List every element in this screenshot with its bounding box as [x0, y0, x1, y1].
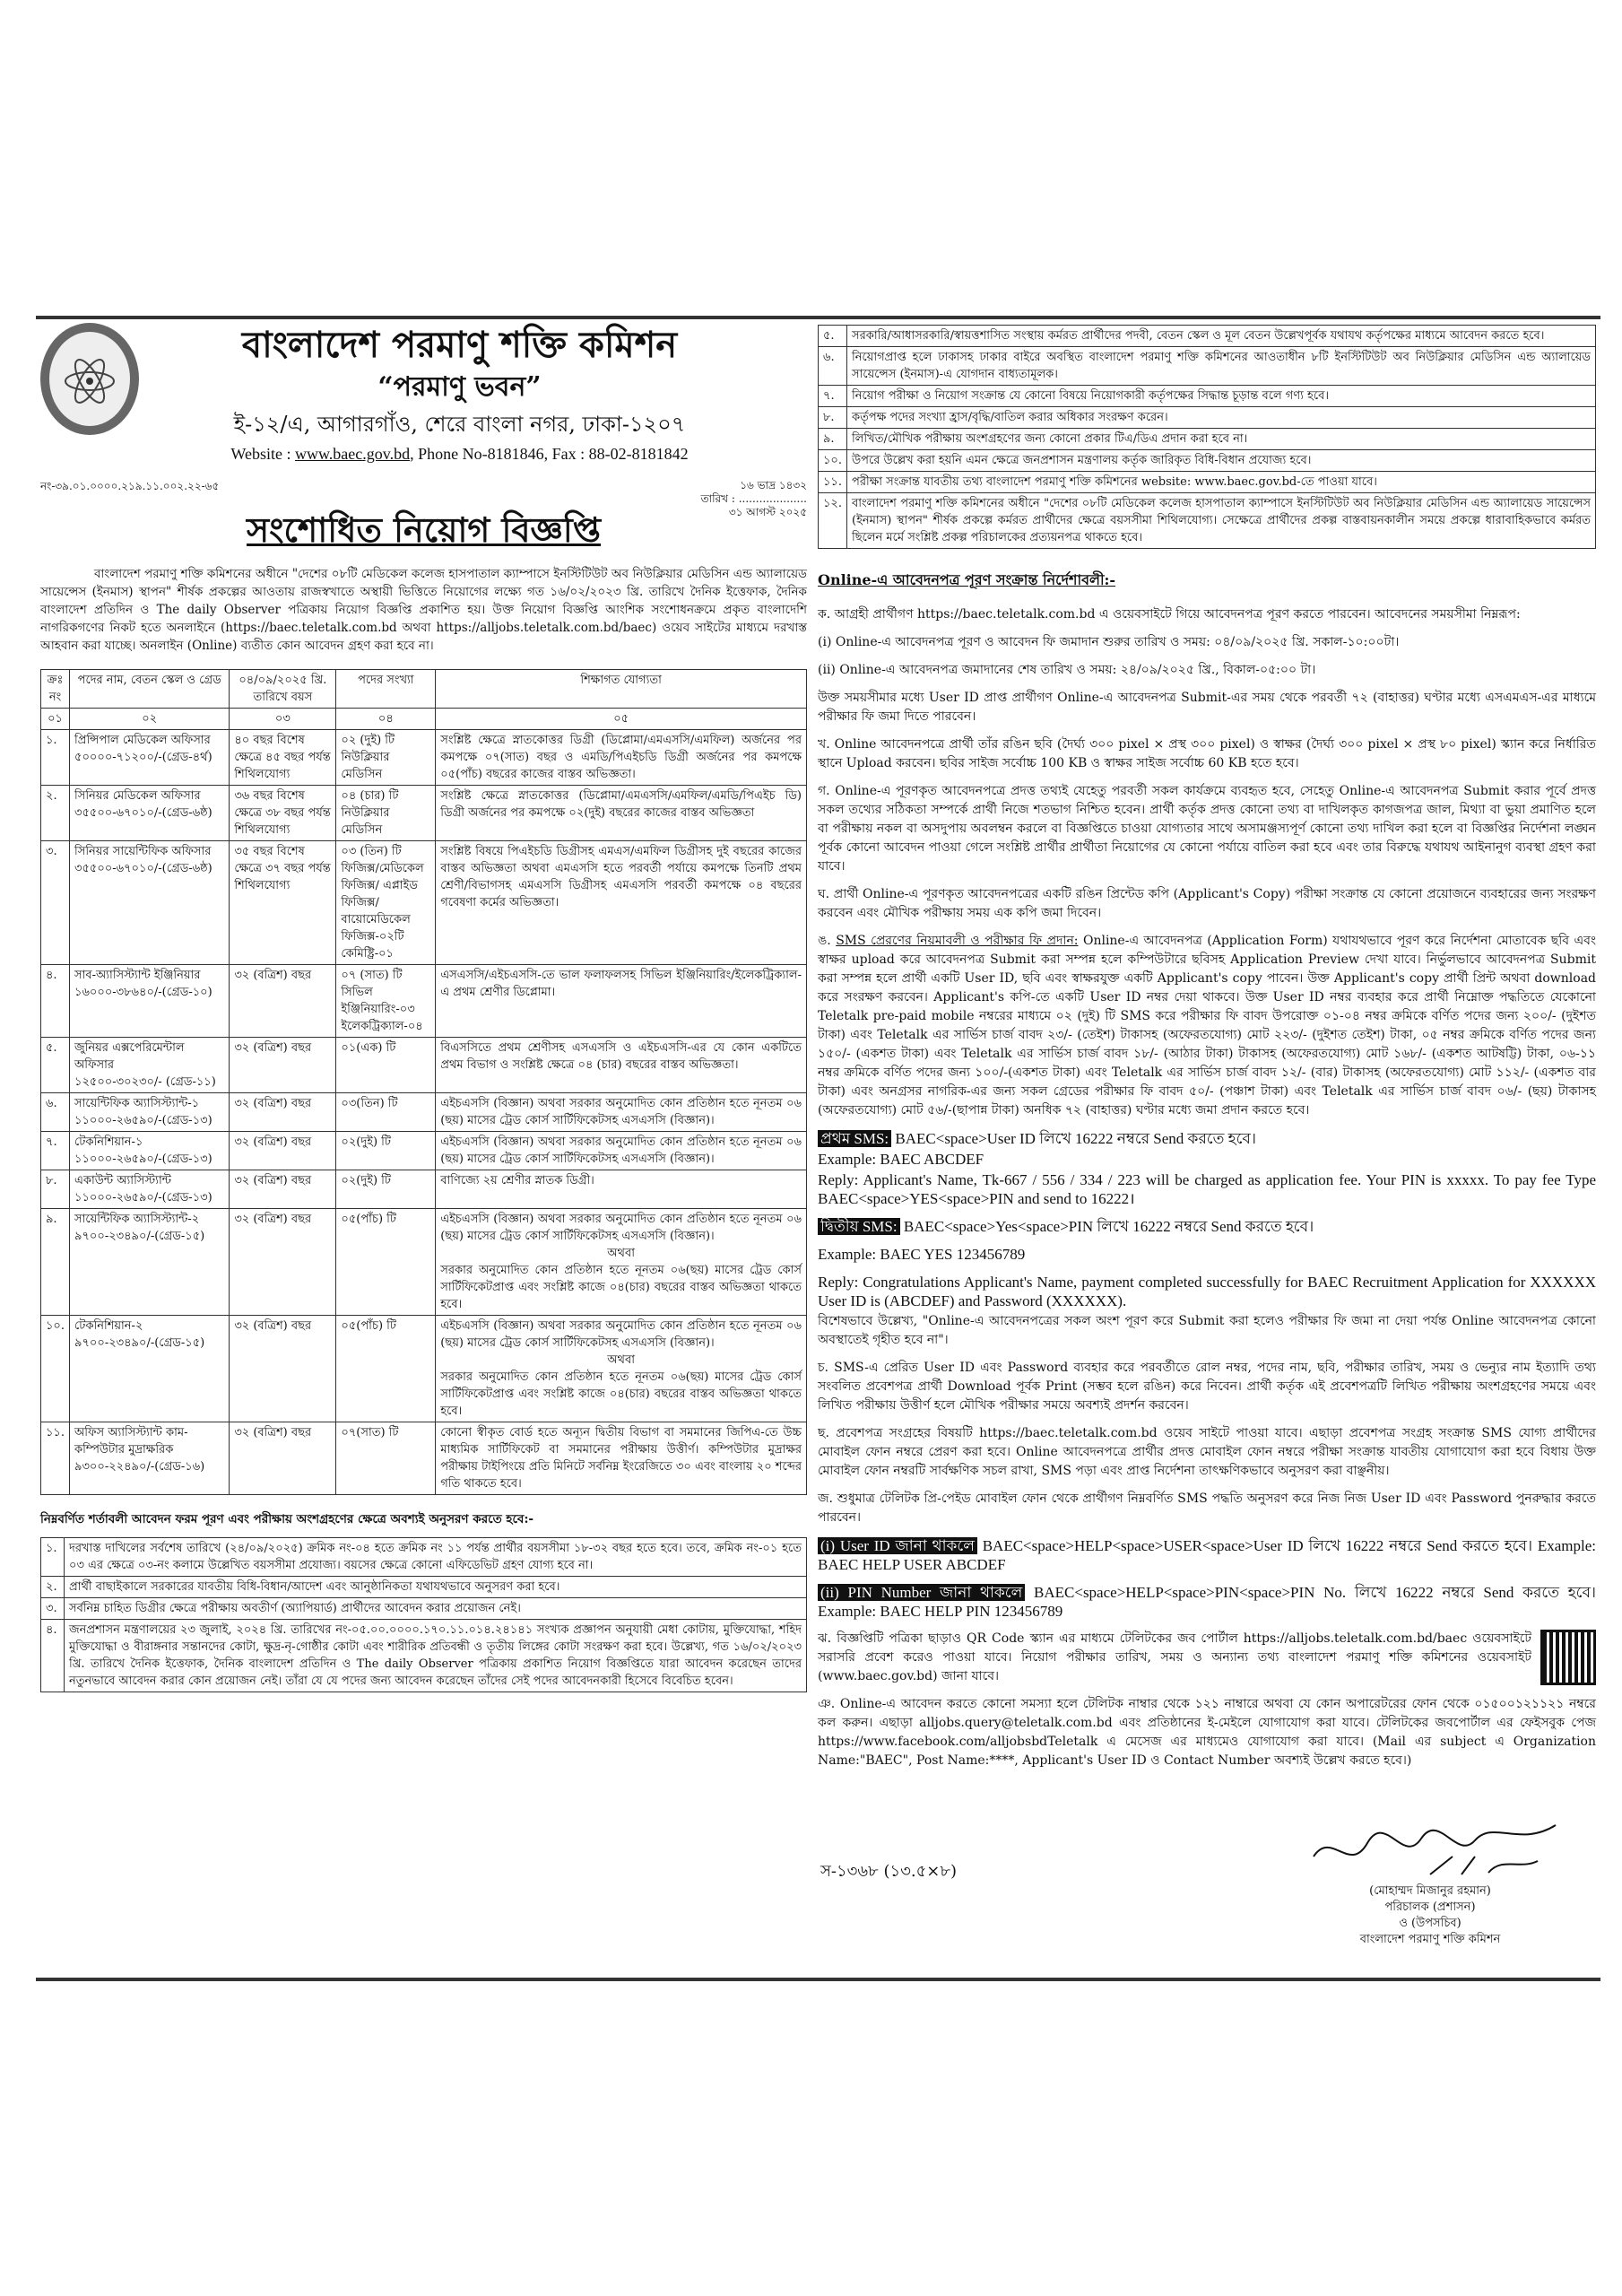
- condition-row: [819, 493, 1596, 549]
- qualification-cell: [436, 1316, 807, 1422]
- item-chha: ছ. প্রবেশপত্র সংগ্রহের বিষয়টি https://baec.teletalk.com.bd ওয়েব সাইটে পাওয়া যাবে। এছাড়া প্রবেশপত্র সংগ্রহ সংক্রান্ত SMS যোগ্য প্রার্থীদের মোবাইল ফোন নম্বরে প্রেরণ করা হবে। Online আবেদনপত্রে প্রার্থীর প্রদত্ত মোবাইল ফোন নম্বরে পরীক্ষা সংক্রান্ত যাবতীয় যোগাযোগ করা হবে বিধায় উক্ত মোবাইল ফোন নম্বরটি সার্বক্ষণিক সচল রাখা, SMS পড়া এবং প্রাপ্ত নির্দেশনা তাৎক্ষণিকভাবে অনুসরণ করা বাঞ্ছনীয়।: [818, 1426, 1596, 1478]
- building-name: “পরমাণু ভবন”: [377, 371, 542, 403]
- item-uma: [818, 932, 1596, 1120]
- online-heading: Online-এ আবেদনপত্র পূরণ সংক্রান্ত নির্দেশাবলী:-: [818, 571, 1116, 588]
- column-header: ০৪/০৯/২০২৫ খ্রি. তারিখে বয়স: [230, 670, 336, 709]
- qualification: এসএসসি/এইচএসসি-তে ভাল ফলাফলসহ সিভিল ইঞ্জিনিয়ারিং/ইলেকট্রিক্যাল-এ প্রথম শ্রেণীর ডিপ্লোমা।: [440, 969, 802, 999]
- post-name: অফিস অ্যাসিস্ট্যান্ট কাম-কম্পিউটার মুদ্রাক্ষরিক: [74, 1426, 188, 1457]
- sms2-label: দ্বিতীয় SMS:: [818, 1218, 900, 1235]
- signatory-designation: পরিচালক (প্রশাসন): [1384, 1900, 1476, 1914]
- post-name: প্রিন্সিপাল মেডিকেল অফিসার: [74, 734, 211, 747]
- condition-number: ৩.: [41, 1598, 65, 1620]
- column-number: ০১: [41, 709, 70, 730]
- phone-fax: , Phone No-8181846, Fax : 88-02-8181842: [410, 445, 689, 463]
- post-count: ০২(দুই) টি: [341, 1174, 391, 1187]
- user-id-instruction: BAEC<space>HELP<space>USER<space>User ID লিখে 16222 নম্বরে Send করতে হবে। Example: BAEC HELP USER ABCDEF: [818, 1537, 1596, 1573]
- table-row: [41, 1038, 807, 1093]
- qualification: বাণিজ্যে ২য় শ্রেণীর স্নাতক ডিগ্রী।: [440, 1174, 594, 1187]
- post-name: সায়েন্টিফিক অ্যাসিস্ট্যান্ট-২: [74, 1213, 200, 1226]
- post-cell: [70, 1132, 230, 1170]
- address: ই-১২/এ, আগারগাঁও, শেরে বাংলা নগর, ঢাকা-১২০৭: [233, 412, 686, 437]
- date-english: ৩১ আগস্ট ২০২৫: [728, 506, 807, 518]
- post-count: ০৫(পাঁচ) টি: [341, 1319, 396, 1333]
- qr-code-icon[interactable]: [1540, 1630, 1596, 1685]
- condition-number: ৫.: [819, 326, 847, 347]
- memo-row: [40, 479, 807, 518]
- post-count-cell: [336, 1209, 436, 1316]
- serial-number: ৩.: [41, 841, 70, 965]
- contact-line: [112, 441, 807, 466]
- post-field: নিউক্লিয়ার মেডিসিন: [341, 806, 390, 837]
- qualification: সংশ্লিষ্ট ক্ষেত্রে স্নাতকোত্তর (ডিপ্লোমা/এমএসসি/এমফিল/এমডি/পিএইচ ডি) ডিগ্রী অর্জনের পর কমপক্ষে ০২(দুই) বছরের কাজের বাস্তব অভিজ্ঞতা: [440, 789, 802, 820]
- qualification-cell: [436, 786, 807, 841]
- item-ka-start: (i) Online-এ আবেদনপত্র পূরণ ও আবেদন ফি জমাদান শুরুর তারিখ ও সময়: ০৪/০৯/২০২৫ খ্রি. সকাল-১০:০০টা।: [818, 635, 1400, 649]
- column-number: ০৪: [336, 709, 436, 730]
- condition-row: [819, 429, 1596, 450]
- date-bangla: ১৬ ভাদ্র ১৪৩২: [740, 479, 807, 491]
- qualification-cell: [436, 1209, 807, 1316]
- post-cell: [70, 786, 230, 841]
- post-count-cell: [336, 1038, 436, 1093]
- age-limit: ৩৫ বছর বিশেষ ক্ষেত্রে ৩৭ বছর পর্যন্ত শিথিলযোগ্য: [230, 841, 336, 965]
- qualification-cell: [436, 1132, 807, 1170]
- table-row: [41, 1170, 807, 1209]
- sms1-example: Example: BAEC ABCDEF: [818, 1151, 984, 1168]
- post-field: নিউক্লিয়ার মেডিসিন: [341, 751, 390, 781]
- sms2-line: [818, 1217, 1596, 1236]
- item-gha: ঘ. প্রার্থী Online-এ পূরণকৃত আবেদনপত্রের একটি রঙিন প্রিন্টেড কপি (Applicant's Copy) পরীক্ষা সংক্রান্ত যে কোনো প্রয়োজনে ব্যবহারের জন্য সংরক্ষণ করবেন এবং মৌখিক পরীক্ষায় সময় এক কপি জমা দিবেন।: [818, 887, 1596, 920]
- pay-scale: ৩৫৫০০-৬৭০১০/-(গ্রেড-৬ষ্ঠ): [74, 806, 213, 820]
- pay-scale: ৯৩০০-২২৪৯০/-(গ্রেড-১৬): [74, 1460, 205, 1474]
- age-limit: ৩২ (বত্রিশ) বছর: [230, 1093, 336, 1132]
- pay-scale: ১১০০০-২৬৫৯০/-(গ্রেড-১৩): [74, 1191, 213, 1205]
- atom-icon: [63, 350, 117, 413]
- post-cell: [70, 730, 230, 786]
- condition-row: [819, 450, 1596, 472]
- table-row: [41, 786, 807, 841]
- serial-number: ৮.: [41, 1170, 70, 1209]
- pay-scale: ১৬০০০-৩৮৬৪০/-(গ্রেড-১০): [74, 986, 213, 999]
- item-ga: গ. Online-এ পূরণকৃত আবেদনপত্রে প্রদত্ত তথ্যই যেহেতু পরবর্তী সকল কার্যক্রমে ব্যবহৃত হবে, সেহেতু Online-এ আবেদনপত্র Submit করার পূর্বে প্রদত্ত সকল তথ্যের সঠিকতা সম্পর্কে প্রার্থী নিজে শতভাগ নিশ্চিত হবেন। প্রার্থী কর্তৃক প্রদত্ত কোনো তথ্য বা দাখিলকৃত কাগজপত্র জাল, মিথ্যা বা ভুয়া প্রমাণিত হলে বা পরীক্ষায় নকল বা অসদুপায় অবলম্বন করলে বা বিজ্ঞপ্তিতে চাওয়া যোগ্যতার সাথে অসামঞ্জস্যপূর্ণ কোনো তথ্য দাখিল করা হলে বা বিজ্ঞপ্তির নির্দেশনা লঙ্ঘন পূর্বক কোনো আবেদন পাওয়া গেলে সংশ্লিষ্ট প্রার্থীর প্রার্থীতা নিয়োগের যে কোনো পর্যায়ে বাতিল করা হবে এবং তার বিরুদ্ধে যথাযথ আইনানুগ ব্যবস্থা গ্রহণ করা যাবে।: [818, 784, 1596, 874]
- condition-text: বাংলাদেশ পরমাণু শক্তি কমিশনের অধীনে "দেশের ০৮টি মেডিকেল কলেজ হাসপাতাল ক্যাম্পাসে ইনস্টিটিউট অব নিউক্লিয়ার মেডিসিন এন্ড অ্যালায়েড সায়েন্সেস (ইনমাস) স্থাপন" শীর্ষক প্রকল্পে কর্মরত প্রার্থীদের ক্ষেত্রে বয়সসীমা শিথিলযোগ্য। সেক্ষেত্রে প্রার্থীদের প্রকল্প বাস্তবায়নকালীন সময়ে প্রকল্পে ধারাবাহিকভাবে কর্মরত ছিলেন মর্মে সংশ্লিষ্ট প্রকল্প পরিচালকের প্রত্যয়নপত্র থাকতে হবে।: [847, 493, 1596, 549]
- condition-number: ১১.: [819, 472, 847, 493]
- post-name: সাব-অ্যাসিস্ট্যান্ট ইঞ্জিনিয়ার: [74, 969, 201, 982]
- item-jha-text: ঝ. বিজ্ঞপ্তিটি পত্রিকা ছাড়াও QR Code স্ক্যান এর মাধ্যমে টেলিটকের জব পোর্টাল https://alljobs.teletalk.com.bd/baec ওয়েবসাইটে সরাসরি প্রবেশ করেও পাওয়া যাবে। নিয়োগ পরীক্ষার তারিখ, সময় ও অন্যান্য তথ্য বাংলাদেশ পরমাণু শক্তি কমিশনের ওয়েবসাইট (www.baec.gov.bd) জানা যাবে।: [818, 1631, 1531, 1683]
- qualification-cell: [436, 730, 807, 786]
- post-count-cell: [336, 1170, 436, 1209]
- pay-scale: ৩৫৫০০-৬৭০১০/-(গ্রেড-৬ষ্ঠ): [74, 862, 213, 875]
- sms-rules-body: Online-এ আবেদনপত্র (Application Form) যথাযথভাবে পূরণ করে নির্দেশনা মোতাবেক ছবি এবং স্বাক্ষর upload করে আবেদনপত্র Submit করা সম্পন্ন হলে কম্পিউটারে ছবিসহ Application Preview দেখা যাবে। নির্ভুলভাবে আবেদনপত্র Submit করা সম্পন্ন হলে প্রার্থী একটি User ID, ছবি এবং স্বাক্ষরযুক্ত একটি Applicant's copy পাবেন। উক্ত Applicant's copy প্রার্থী প্রিন্ট অথবা download করে সংরক্ষণ করবেন। Applicant's কপি-তে একটি User ID নম্বর দেয়া থাকবে। উক্ত User ID নম্বর ব্যবহার করে প্রার্থী নিম্নোক্ত পদ্ধতিতে যেকোনো Teletalk pre-paid mobile নম্বরের মাধ্যমে ০২ (দুই) টি SMS করে পরীক্ষার ফি বাবদ উপরোক্ত ০১-০৪ নম্বর ক্রমিকে বর্ণিত পদের জন্য ২০০/- (দুইশত টাকা) এবং Teletalk এর সার্ভিস চার্জ বাবদ ২৩/- (তেইশ) টাকাসহ (অফেরতযোগ্য) মোট ২২৩/- (দুইশত তেইশ) টাকা, ০৫ নম্বর ক্রমিকে বর্ণিত পদের জন্য ১৫০/- (একশত টাকা) এবং Teletalk এর সার্ভিস চার্জ বাবদ ১৮/- (আঠার টাকা) টাকাসহ (অফেরতযোগ্য) মোট ১৬৮/- (একশত আটষট্টি) টাকা, ০৬-১১ নম্বর ক্রমিকে বর্ণিত পদের জন্য ১০০/-(একশত টাকা) এবং Teletalk এর সার্ভিস চার্জ বাবদ ১২/- (বার) টাকাসহ (অফেরতযোগ্য) মোট ১১২/- (একশত বার টাকা) এবং অনগ্রসর নাগরিক-এর জন্য সকল গ্রেডের পরীক্ষার ফি বাবদ ৫০/- (পঞ্চাশ টাকা) এবং Teletalk এর সার্ভিস চার্জ বাবদ ০৬/- (ছয়) টাকাসহ (অফেরতযোগ্য) মোট ৫৬/-(ছাপান্ন টাকা) অনধিক ৭২ (বাহাত্তর) ঘণ্টার মধ্যে জমা প্রদান করতে হবে।: [818, 934, 1596, 1118]
- post-cell: [70, 1316, 230, 1422]
- signatory-designation-2: ও (উপসচিব): [1399, 1917, 1462, 1930]
- post-cell: [70, 1209, 230, 1316]
- sms2-reply: Reply: Congratulations Applicant's Name, payment completed successfully for BAEC Recruitment Application for XXXXXX User ID is (ABCDEF) and Password (XXXXXX).: [818, 1274, 1596, 1309]
- notice-title: সংশোধিত নিয়োগ বিজ্ঞপ্তি: [247, 509, 601, 550]
- qualification: বিএসসিতে প্রথম শ্রেণীসহ এসএসসি ও এইচএসসি-এর যে কোন একটিতে প্রথম বিভাগ ও সংশ্লিষ্ট ক্ষেত্রে ০৪ (চার) বছরের বাস্তব অভিজ্ঞতা।: [440, 1041, 802, 1072]
- qualification-cell: [436, 1093, 807, 1132]
- column-header: পদের সংখ্যা: [336, 670, 436, 709]
- handwritten-signature: [1296, 1821, 1565, 1883]
- post-name: টেকনিশিয়ান-১: [74, 1135, 143, 1149]
- item-ka: ক. আগ্রহী প্রার্থীগণ https://baec.teletalk.com.bd এ ওয়েবসাইটে গিয়ে আবেদনপত্র পূরণ করতে পারবেন। আবেদনের সময়সীমা নিম্নরূপ:: [818, 607, 1521, 622]
- serial-number: ২.: [41, 786, 70, 841]
- item-ka-note: উক্ত সময়সীমার মধ্যে User ID প্রাপ্ত প্রার্থীগণ Online-এ আবেদনপত্র Submit-এর সময় থেকে পরবর্তী ৭২ (বাহাত্তর) ঘণ্টার মধ্যে এসএমএস-এর মাধ্যমে পরীক্ষার ফি জমা দিতে পারবেন।: [818, 691, 1596, 724]
- post-count-cell: [336, 786, 436, 841]
- pin-instruction: BAEC<space>HELP<space>PIN<space>PIN No. লিখে 16222 নম্বরে Send করতে হবে। Example: BAEC HELP PIN 123456789: [818, 1584, 1596, 1620]
- qualification-cell: [436, 965, 807, 1038]
- serial-number: ১.: [41, 730, 70, 786]
- date-block: ১৬ ভাদ্র ১৪৩২ তারিখ : .................... ৩১ আগস্ট ২০২৫: [700, 479, 807, 518]
- post-count-cell: [336, 1316, 436, 1422]
- condition-row: [41, 1598, 807, 1620]
- item-kha: খ. Online আবেদনপত্রে প্রার্থী তাঁর রঙিন ছবি (দৈর্ঘ্য ৩০০ pixel × প্রস্থ ৩০০ pixel) ও স্বাক্ষর (দৈর্ঘ্য ৩০০ pixel × প্রস্থ ৮০ pixel) স্ক্যান করে নির্ধারিত স্থানে Upload করবেন। ছবির সাইজ সর্বোচ্চ 100 KB ও স্বাক্ষর সাইজ সর্বোচ্চ 60 KB হতে হবে।: [818, 737, 1596, 770]
- ad-code: স-১৩৬৮ (১৩.৫×৮): [820, 1862, 958, 1881]
- post-cell: [70, 1093, 230, 1132]
- pin-label: (ii) PIN Number জানা থাকলে: [818, 1584, 1025, 1601]
- sms2-text: BAEC<space>Yes<space>PIN লিখে 16222 নম্বরে Send করতে হবে।: [899, 1218, 1314, 1235]
- qualification-alt: সরকার অনুমোদিত কোন প্রতিষ্ঠান হতে নূনতম ০৬(ছয়) মাসের ট্রেড কোর্স সার্টিফিকেটপ্রাপ্ত এবং সংশ্লিষ্ট কাজে ০৪(চার) বছরের বাস্তব অভিজ্ঞতা থাকতে হবে।: [440, 1370, 802, 1418]
- condition-text: প্রার্থী বাছাইকালে সরকারের যাবতীয় বিধি-বিধান/আদেশ এবং আনুষ্ঠানিকতা যথাযথভাবে অনুসরণ করা হবে।: [65, 1577, 807, 1598]
- signatory-name: (মোহাম্মদ মিজানুর রহমান): [1369, 1884, 1491, 1898]
- qualification: এইচএসসি (বিজ্ঞান) অথবা সরকার অনুমোদিত কোন প্রতিষ্ঠান হতে নূনতম ০৬ (ছয়) মাসের ট্রেড কোর্স সার্টিফিকেটসহ এসএসসি (বিজ্ঞান)।: [440, 1213, 802, 1243]
- table-row: [41, 730, 807, 786]
- post-count: ০২(দুই) টি: [341, 1135, 391, 1149]
- condition-row: [819, 326, 1596, 347]
- organization-name: বাংলাদেশ পরমাণু শক্তি কমিশন: [241, 324, 678, 366]
- sms-rules-title: SMS প্রেরণের নিয়মাবলী ও পরীক্ষার ফি প্রদান:: [836, 934, 1079, 948]
- post-cell: [70, 841, 230, 965]
- sms1-line: [818, 1129, 1596, 1148]
- condition-row: [819, 407, 1596, 429]
- column-number: ০৩: [230, 709, 336, 730]
- signature-block: [1282, 1821, 1578, 1948]
- condition-number: ৭.: [819, 386, 847, 407]
- left-column: [40, 323, 807, 1692]
- recover-user-id: [818, 1536, 1596, 1574]
- serial-number: ৬.: [41, 1093, 70, 1132]
- condition-row: [819, 347, 1596, 386]
- age-limit: ৩২ (বত্রিশ) বছর: [230, 1422, 336, 1495]
- table-row: [41, 1132, 807, 1170]
- post-count: ০৭(সাত) টি: [341, 1426, 399, 1439]
- condition-row: [41, 1620, 807, 1692]
- table-row: [41, 965, 807, 1038]
- post-count-cell: [336, 730, 436, 786]
- condition-text: উপরে উল্লেখ করা হয়নি এমন ক্ষেত্রে জনপ্রশাসন মন্ত্রণালয় কর্তৃক জারিকৃত বিধি-বিধান প্রযোজ্য হবে।: [847, 450, 1596, 472]
- age-limit: ৩২ (বত্রিশ) বছর: [230, 1132, 336, 1170]
- post-count-cell: [336, 1093, 436, 1132]
- post-name: একাউন্ট অ্যাসিস্ট্যান্ট: [74, 1174, 171, 1187]
- table-header-row: [41, 670, 807, 709]
- qualification-cell: [436, 1422, 807, 1495]
- post-count: ০৫(পাঁচ) টি: [341, 1213, 396, 1226]
- condition-number: ১২.: [819, 493, 847, 549]
- post-name: সায়েন্টিফিক অ্যাসিস্ট্যান্ট-১: [74, 1097, 200, 1110]
- condition-text: কর্তৃপক্ষ পদের সংখ্যা হ্রাস/বৃদ্ধি/বাতিল করার অধিকার সংরক্ষণ করেন।: [847, 407, 1596, 429]
- table-row: [41, 1316, 807, 1422]
- age-limit: ৩২ (বত্রিশ) বছর: [230, 1316, 336, 1422]
- recover-pin: [818, 1583, 1596, 1621]
- table-row: [41, 841, 807, 965]
- column-number: ০২: [70, 709, 230, 730]
- serial-number: ৭.: [41, 1132, 70, 1170]
- serial-number: ৫.: [41, 1038, 70, 1093]
- condition-row: [819, 472, 1596, 493]
- post-name: সিনিয়র মেডিকেল অফিসার: [74, 789, 201, 803]
- post-count: ০৩ (তিন) টি: [341, 845, 402, 858]
- qualification-cell: [436, 1170, 807, 1209]
- post-cell: [70, 1422, 230, 1495]
- conditions-table-1: [40, 1537, 807, 1692]
- condition-text: জনপ্রশাসন মন্ত্রণালয়ের ২৩ জুলাই, ২০২৪ খ্রি. তারিখের নং-০৫.০০.০০০০.১৭০.১১.০১৪.২৪১৪১ সংখ্যক প্রজ্ঞাপন অনুযায়ী মেধা কোটায়, মুক্তিযোদ্ধা, শহিদ মুক্তিযোদ্ধা ও বীরাঙ্গনার সন্তানদের কোটা, ক্ষুদ্র-নৃ-গোষ্ঠীর কোটা এবং শারীরিক প্রতিবন্ধী ও তৃতীয় লিঙ্গের কোটা সংরক্ষণ করা হবে। উল্লেখ্য, গত ১৬/০২/২০২৩ খ্রি. তারিখে দৈনিক ইত্তেফাক, দৈনিক বাংলাদেশ প্রতিদিন ও The daily Observer পত্রিকায় প্রকাশিত নিয়োগ বিজ্ঞপ্তিতে যারা আবেদন করেছেন তাদের নতুনভাবে আবেদন করার কোন প্রয়োজন নেই। তাঁরা যে যে পদের জন্য আবেদন করেছেন তাঁদের সেই পদের আবেদনকারী হিসেবে বিবেচিত হবেন।: [65, 1620, 807, 1692]
- condition-number: ১০.: [819, 450, 847, 472]
- post-name: সিনিয়র সায়েন্টিফিক অফিসার: [74, 845, 212, 858]
- post-count-cell: [336, 841, 436, 965]
- age-limit: ৩২ (বত্রিশ) বছর: [230, 1038, 336, 1093]
- post-count: ০৭ (সাত) টি: [341, 969, 403, 982]
- pay-scale: ১১০০০-২৬৫৯০/-(গ্রেড-১৩): [74, 1114, 213, 1127]
- table-row: [41, 1422, 807, 1495]
- condition-text: পরীক্ষা সংক্রান্ত যাবতীয় তথ্য বাংলাদেশ পরমাণু শক্তি কমিশনের website: www.baec.gov.bd-তে পাওয়া যাবে।: [847, 472, 1596, 493]
- qualification-alt: সরকার অনুমোদিত কোন প্রতিষ্ঠান হতে নূনতম ০৬(ছয়) মাসের ট্রেড কোর্স সার্টিফিকেটপ্রাপ্ত এবং সংশ্লিষ্ট কাজে ০৪(চার) বছরের বাস্তব অভিজ্ঞতা থাকতে হবে।: [440, 1264, 802, 1311]
- pay-scale: ৯৭০০-২৩৪৯০/-(গ্রেড-১৫): [74, 1336, 205, 1350]
- item-cha: চ. SMS-এ প্রেরিত User ID এবং Password ব্যবহার করে পরবর্তীতে রোল নম্বর, পদের নাম, ছবি, পরীক্ষার তারিখ, সময় ও ভেন্যুর নাম ইত্যাদি তথ্য সংবলিত প্রবেশপত্র প্রার্থী Download পূর্বক Print (সম্ভব হলে রঙিন) করে নিবেন। প্রার্থী কর্তৃক এই প্রবেশপত্রটি লিখিত পরীক্ষায় অংশগ্রহণের সময়ে এবং লিখিত পরীক্ষায় উত্তীর্ণ হলে মৌখিক পরীক্ষার সময়ে অবশ্যই প্রদর্শন করবেন।: [818, 1361, 1596, 1413]
- item-nya: ঞ. Online-এ আবেদন করতে কোনো সমস্যা হলে টেলিটক নাম্বার থেকে ১২১ নাম্বারে অথবা যে কোন অপারেটরের ফোন থেকে ০১৫০০১২১১২১ নম্বরে কল করুন। এছাড়া alljobs.query@teletalk.com.bd এবং প্রতিষ্ঠানের ই-মেইলে যোগাযোগ করা যাবে। টেলিটকের জবপোর্টাল এর ফেইসবুক পেজ https://www.facebook.com/alljobsbdTeletalk এ মেসেজ এর মাধ্যমেও যোগাযোগ করা যাবে। (Mail এর subject এ Organization Name:"BAEC", Post Name:****, Applicant's User ID ও Contact Number অবশ্যই উল্লেখ করতে হবে।): [818, 1697, 1596, 1768]
- item-ka-end: (ii) Online-এ আবেদনপত্র জমাদানের শেষ তারিখ ও সময়: ২৪/০৯/২০২৫ খ্রি., বিকাল-০৫:০০ টা।: [818, 663, 1316, 677]
- age-limit: ৩২ (বত্রিশ) বছর: [230, 1170, 336, 1209]
- age-limit: ৩২ (বত্রিশ) বছর: [230, 1209, 336, 1316]
- qualification: এইচএসসি (বিজ্ঞান) অথবা সরকার অনুমোদিত কোন প্রতিষ্ঠান হতে নূনতম ০৬ (ছয়) মাসের ট্রেড কোর্স সার্টিফিকেটসহ এসএসসি (বিজ্ঞান)।: [440, 1097, 802, 1127]
- or-separator: অথবা: [607, 1353, 635, 1367]
- condition-number: ৬.: [819, 347, 847, 386]
- sms2-example: Example: BAEC YES 123456789: [818, 1246, 1026, 1263]
- condition-text: সর্বনিম্ন চাহিত ডিগ্রীর ক্ষেত্রে পরীক্ষায় অবতীর্ণ (অ্যাপিয়ার্ড) প্রার্থীদের আবেদন করার প্রয়োজন নেই।: [65, 1598, 807, 1620]
- pay-scale: ৯৭০০-২৩৪৯০/-(গ্রেড-১৫): [74, 1230, 205, 1243]
- post-count-cell: [336, 1422, 436, 1495]
- qualification: এইচএসসি (বিজ্ঞান) অথবা সরকার অনুমোদিত কোন প্রতিষ্ঠান হতে নূনতম ০৬ (ছয়) মাসের ট্রেড কোর্স সার্টিফিকেটসহ এসএসসি (বিজ্ঞান)।: [440, 1319, 802, 1350]
- column-header: ক্রঃ নং: [41, 670, 70, 709]
- pay-scale: ১১০০০-২৬৫৯০/-(গ্রেড-১৩): [74, 1152, 213, 1166]
- post-cell: [70, 965, 230, 1038]
- post-count-cell: [336, 1132, 436, 1170]
- condition-text: দরখাস্ত দাখিলের সর্বশেষ তারিখে (২৪/০৯/২০২৫) ক্রমিক নং-০৪ হতে ক্রমিক নং ১১ পর্যন্ত প্রার্থীর বয়সসীমা ১৮-৩২ বছর হতে হবে। তবে, ক্রমিক নং-০১ হতে ০৩ এর ক্ষেত্রে ০৩-নং কলামে উল্লেখিত বয়সসীমা প্রযোজ্য। বয়সের ক্ষেত্রে কোনো এফিডেভিট গ্রহণ যোগ্য হবে না।: [65, 1538, 807, 1577]
- post-field: ফিজিক্স/মেডিকেল ফিজিক্স/ এপ্লাইড ফিজিক্স/বায়োমেডিকেল ফিজিক্স-০২টি কেমিষ্ট্রি-০১: [341, 862, 424, 961]
- jobs-table: [40, 669, 807, 1495]
- user-id-label: (i) User ID জানা থাকলে: [818, 1537, 977, 1554]
- condition-number: ৪.: [41, 1620, 65, 1692]
- intro-paragraph: বাংলাদেশ পরমাণু শক্তি কমিশনের অধীনে "দেশের ০৮টি মেডিকেল কলেজ হাসপাতাল ক্যাম্পাসে ইনস্টিটিউট অব নিউক্লিয়ার মেডিসিন এন্ড অ্যালায়েড সায়েন্সেস (ইনমাস) স্থাপন" শীর্ষক প্রকল্পের আওতায় রাজস্বখাতে অস্থায়ী ভিত্তিতে নিয়োগের লক্ষ্যে গত ১৬/০২/২০২৩ খ্রি. তারিখে দৈনিক ইত্তেফাক, দৈনিক বাংলাদেশ প্রতিদিন ও The daily Observer পত্রিকায় নিয়োগ বিজ্ঞপ্তি প্রকাশিত হয়। উক্ত নিয়োগ বিজ্ঞপ্তি আংশিক সংশোধনক্রমে প্রকৃত বাংলাদেশি নাগরিকগণের নিকট হতে অনলাইনে (https://baec.teletalk.com.bd অথবা https://alljobs.teletalk.com.bd/baec) ওয়েব সাইটের মাধ্যমে দরখাস্ত আহবান করা যাচ্ছে। অনলাইন (Online) ব্যতীত কোন আবেদন গ্রহণ করা হবে না।: [40, 567, 807, 653]
- item-ja: জ. শুধুমাত্র টেলিটক প্রি-পেইড মোবাইল ফোন থেকে প্রার্থীগণ নিম্নবর্ণিত SMS পদ্ধতি অনুসরণ করে নিজ নিজ User ID এবং Password পুনরুদ্ধার করতে পারবেন।: [818, 1492, 1596, 1525]
- condition-row: [819, 386, 1596, 407]
- post-cell: [70, 1038, 230, 1093]
- condition-number: ৯.: [819, 429, 847, 450]
- or-separator: অথবা: [607, 1247, 635, 1260]
- condition-row: [41, 1577, 807, 1598]
- column-header: শিক্ষাগত যোগ্যতা: [436, 670, 807, 709]
- condition-text: নিয়োগপ্রাপ্ত হলে ঢাকাসহ ঢাকার বাইরে অবস্থিত বাংলাদেশ পরমাণু শক্তি কমিশনের আওতাধীন ৮টি ইনস্টিটিউট অব নিউক্লিয়ার মেডিসিন এন্ড অ্যালায়েড সায়েন্সেস (ইনমাস)-এ যোগদান বাধ্যতামূলক।: [847, 347, 1596, 386]
- website-label: Website :: [230, 445, 295, 463]
- post-cell: [70, 1170, 230, 1209]
- sms1-label: প্রথম SMS:: [818, 1130, 891, 1147]
- post-field: সিভিল ইঞ্জিনিয়ারিং-০৩ ইলেকট্রিক্যাল-০৪: [341, 986, 423, 1033]
- date-label: তারিখ :: [700, 492, 735, 505]
- serial-number: ১০.: [41, 1316, 70, 1422]
- post-count: ০৪ (চার) টি: [341, 789, 399, 803]
- column-header: পদের নাম, বেতন স্কেল ও গ্রেড: [70, 670, 230, 709]
- age-limit: ৩২ (বত্রিশ) বছর: [230, 965, 336, 1038]
- special-note: বিশেষভাবে উল্লেখ্য, "Online-এ আবেদনপত্রের সকল অংশ পূরণ করে Submit করা হলেও পরীক্ষার ফি জমা না দেয়া পর্যন্ত Online আবেদনপত্র কোনো অবস্থাতেই গৃহীত হবে না"।: [818, 1314, 1596, 1347]
- serial-number: ৪.: [41, 965, 70, 1038]
- qualification: কোনো স্বীকৃত বোর্ড হতে অন্যূন দ্বিতীয় বিভাগ বা সমমানের জিপিএ-তে উচ্চ মাধ্যমিক সার্টিফিকেট বা সমমানের পরীক্ষায় উত্তীর্ণ। কম্পিউটার মুদ্রাক্ষর পরীক্ষায় টাইপিংয়ে প্রতি মিনিটে সর্বনিম্ন ইংরেজিতে ৩০ এবং বাংলায় ২০ শব্দের গতি থাকতে হবে।: [440, 1426, 802, 1491]
- table-row: [41, 1209, 807, 1316]
- sms1-text: BAEC<space>User ID লিখে 16222 নম্বরে Send করতে হবে।: [891, 1130, 1256, 1147]
- item-jha: [818, 1630, 1596, 1686]
- baec-logo: [40, 323, 139, 435]
- right-column: [818, 325, 1596, 1779]
- conditions-table-2: [818, 325, 1596, 549]
- age-limit: ৪০ বছর বিশেষ ক্ষেত্রে ৪৫ বছর পর্যন্ত শিথিলযোগ্য: [230, 730, 336, 786]
- bottom-rule: [36, 1978, 1600, 1981]
- qualification-cell: [436, 841, 807, 965]
- column-number: ০৫: [436, 709, 807, 730]
- top-rule: [36, 316, 1600, 319]
- item-uma-marker: ঙ.: [818, 934, 837, 948]
- condition-row: [41, 1538, 807, 1577]
- serial-number: ১১.: [41, 1422, 70, 1495]
- condition-text: নিয়োগ পরীক্ষা ও নিয়োগ সংক্রান্ত যে কোনো বিষয়ে নিয়োগকারী কর্তৃপক্ষের সিদ্ধান্ত চূড়ান্ত বলে গণ্য হবে।: [847, 386, 1596, 407]
- condition-number: ৮.: [819, 407, 847, 429]
- qualification-cell: [436, 1038, 807, 1093]
- conditions-heading: নিম্নবর্ণিত শর্তাবলী আবেদন ফরম পূরণ এবং পরীক্ষায় অংশগ্রহণের ক্ষেত্রে অবশ্যই অনুসরণ করতে হবে:-: [40, 1512, 534, 1526]
- condition-text: সরকারি/আধাসরকারি/স্বায়ত্তশাসিত সংস্থায় কর্মরত প্রার্থীদের পদবী, বেতন স্কেল ও মূল বেতন উল্লেখপূর্বক যথাযথ কর্তৃপক্ষের মাধ্যমে আবেদন করতে হবে।: [847, 326, 1596, 347]
- pay-scale: ১২৫০০-৩০২৩০/- (গ্রেড-১১): [74, 1075, 216, 1089]
- condition-number: ২.: [41, 1577, 65, 1598]
- sms1-reply: Reply: Applicant's Name, Tk-667 / 556 / 334 / 223 will be charged as application fee. Your PIN is xxxxx. To pay fee Type BAEC<space>YES<space>PIN and send to 16222।: [818, 1171, 1596, 1207]
- post-count: ০১(এক) টি: [341, 1041, 396, 1055]
- qualification: এইচএসসি (বিজ্ঞান) অথবা সরকার অনুমোদিত কোন প্রতিষ্ঠান হতে নূনতম ০৬ (ছয়) মাসের ট্রেড কোর্স সার্টিফিকেটসহ এসএসসি (বিজ্ঞান)।: [440, 1135, 802, 1166]
- qualification: সংশ্লিষ্ট ক্ষেত্রে স্নাতকোত্তর ডিগ্রী (ডিপ্লোমা/এমএসসি/এমফিল) অর্জনের পর কমপক্ষে ০৭(সাত) বছর ও এমডি/পিএইচডি ডিগ্রী অর্জনের পর কমপক্ষে ০৫(পাঁচ) বছরের কাজের বাস্তব অভিজ্ঞতা।: [440, 734, 802, 781]
- condition-text: লিখিত/মৌখিক পরীক্ষায় অংশগ্রহণের জন্য কোনো প্রকার টিএ/ডিএ প্রদান করা হবে না।: [847, 429, 1596, 450]
- condition-number: ১.: [41, 1538, 65, 1577]
- column-number-row: [41, 709, 807, 730]
- post-name: জুনিয়র এক্সপেরিমেন্টাল অফিসার: [74, 1041, 185, 1072]
- signatory-organization: বাংলাদেশ পরমাণু শক্তি কমিশন: [1359, 1933, 1501, 1946]
- post-name: টেকনিশিয়ান-২: [74, 1319, 143, 1333]
- pay-scale: ৫০০০০-৭১২০০/-(গ্রেড-৪র্থ): [74, 751, 213, 764]
- age-limit: ৩৬ বছর বিশেষ ক্ষেত্রে ৩৮ বছর পর্যন্ত শিথিলযোগ্য: [230, 786, 336, 841]
- post-count: ০৩(তিন) টি: [341, 1097, 398, 1110]
- post-count-cell: [336, 965, 436, 1038]
- post-count: ০২ (দুই) টি: [341, 734, 395, 747]
- qualification: সংশ্লিষ্ট বিষয়ে পিএইচডি ডিগ্রীসহ এমএস/এমফিল ডিগ্রীসহ দুই বছরের কাজের বাস্তব অভিজ্ঞতা অথবা এমএসসি হতে পরবর্তী পর্যায়ে কমপক্ষে তিনটি প্রথম শ্রেণী/বিভাগসহ এমএসসি ডিগ্রীসহ এমএসসি পরবর্তী কমপক্ষে ০৪ বছরের গবেষণা কর্মের অভিজ্ঞতা।: [440, 845, 802, 909]
- serial-number: ৯.: [41, 1209, 70, 1316]
- memo-number: নং-৩৯.০১.০০০০.২১৯.১১.০০২.২২-৬৫: [40, 480, 220, 492]
- table-row: [41, 1093, 807, 1132]
- website-link[interactable]: www.baec.gov.bd: [294, 445, 411, 463]
